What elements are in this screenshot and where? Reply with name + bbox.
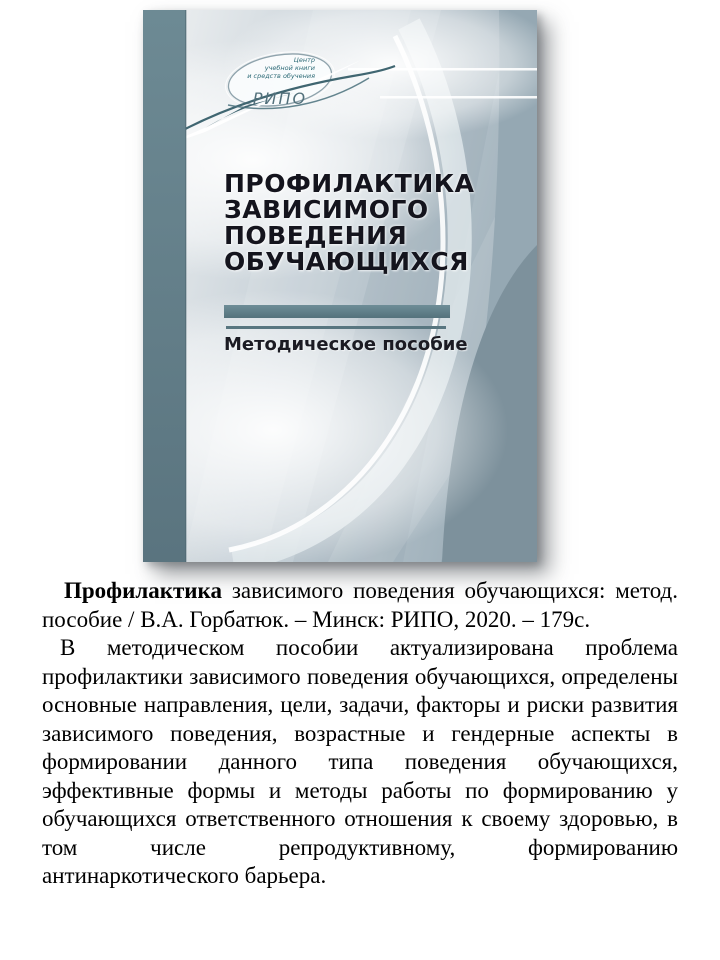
cover-spine xyxy=(143,10,186,562)
logo-org-line-1: Центр xyxy=(293,56,315,64)
book-description xyxy=(42,577,678,891)
book-title-line: ПРОФИЛАКТИКА xyxy=(224,169,475,198)
book-subtitle: Методическое пособие xyxy=(224,334,468,355)
annotation-paragraph: В методическом пособии актуализирована проблема профилактики зависимого поведения обучающихся, определены основные направления, цели, задачи, факторы и риски развития зависимого поведения, возрастные и гендерные аспекты в формировании данного типа поведения обучающихся, эффективные формы и методы работы по формированию у обучающихся ответственного отношения к своему здоровью, в том числе репродуктивному, формированию антинаркотического барьера. xyxy=(42,635,678,888)
book-cover xyxy=(143,10,537,562)
bibliography-lead: Профилактика xyxy=(64,578,222,603)
book-title xyxy=(224,171,475,275)
cover-art xyxy=(143,10,537,562)
logo-ripo-text: РИПО xyxy=(252,89,308,108)
book-title-line: ПОВЕДЕНИЯ xyxy=(224,221,408,250)
title-divider-line xyxy=(226,326,446,329)
title-divider-bar xyxy=(224,305,450,318)
bibliography-text: зависимого поведения обучающихся: метод. пособие / В.А. Горбатюк. – Минск: РИПО, 2020. – 179с. xyxy=(42,578,678,632)
logo-org-line-3: и средств обучения xyxy=(247,72,315,80)
book-title-line: ОБУЧАЮЩИХСЯ xyxy=(224,247,469,276)
logo-org-line-2: учебной книги xyxy=(264,64,315,72)
book-title-line: ЗАВИСИМОГО xyxy=(224,195,429,224)
bibliography-paragraph xyxy=(42,577,678,634)
